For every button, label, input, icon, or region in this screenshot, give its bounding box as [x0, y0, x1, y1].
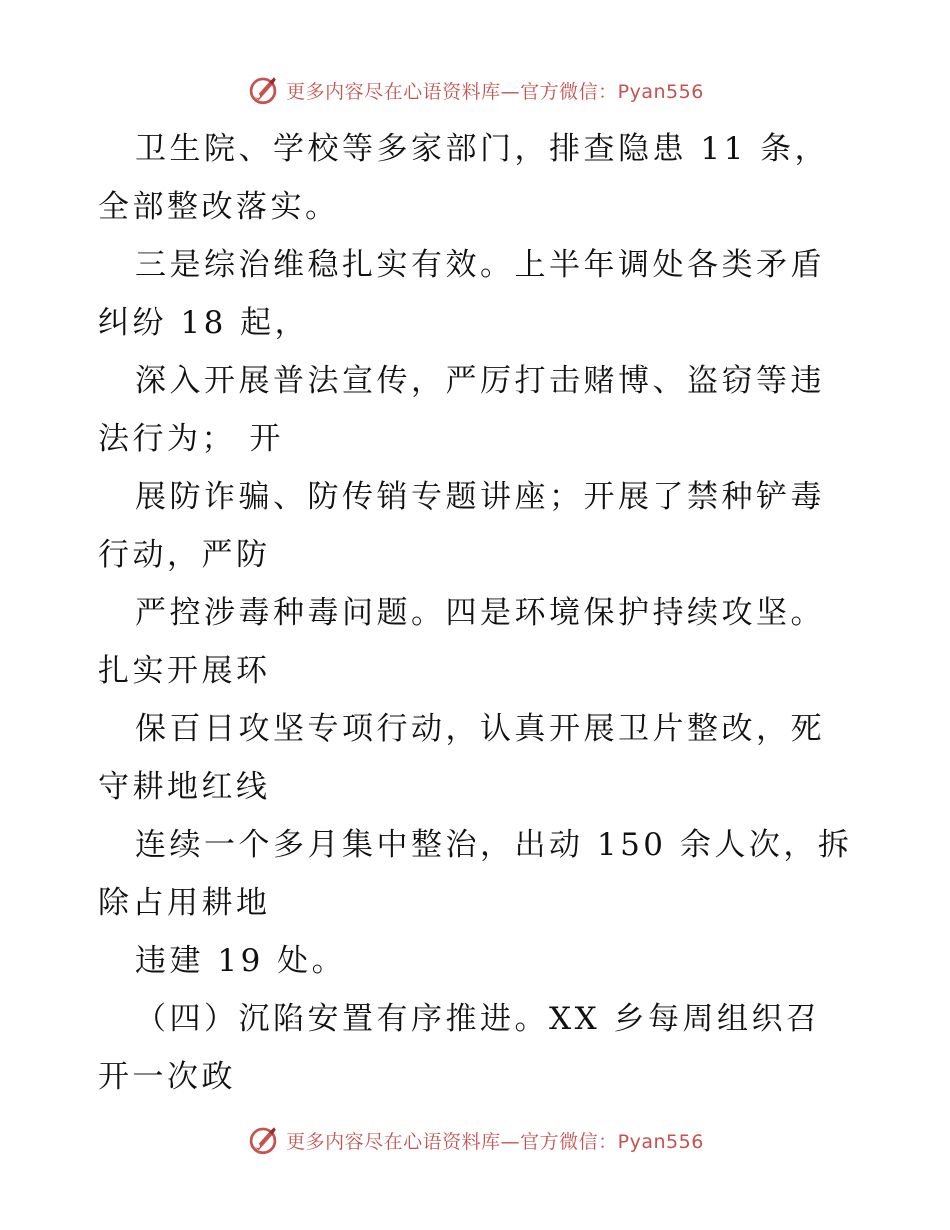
paragraph: 保百日攻坚专项行动，认真开展卫片整改，死守耕地红线	[98, 711, 825, 805]
paragraph: 连续一个多月集中整治，出动 150 余人次，拆除占用耕地	[98, 827, 853, 921]
document-body	[98, 120, 853, 1106]
watermark-text: 更多内容尽在心语资料库—官方微信：Pyan556	[286, 80, 704, 103]
paragraph: 卫生院、学校等多家部门，排查隐患 11 条，全部整改落实。	[98, 131, 830, 225]
pen-swirl-logo-icon	[246, 73, 280, 107]
paragraph: 严控涉毒种毒问题。四是环境保护持续攻坚。扎实开展环	[98, 595, 825, 689]
paragraph: 深入开展普法宣传，严厉打击赌博、盗窃等违法行为； 开	[98, 363, 825, 457]
pen-swirl-logo-icon	[246, 1123, 280, 1157]
paragraph: 违建 19 处。	[135, 943, 347, 979]
watermark-text: 更多内容尽在心语资料库—官方微信：Pyan556	[286, 1130, 704, 1153]
paragraph: 三是综治维稳扎实有效。上半年调处各类矛盾纠纷 18 起，	[98, 247, 825, 341]
paragraph: （四）沉陷安置有序推进。XX 乡每周组织召开一次政	[98, 1001, 821, 1095]
header-watermark	[0, 70, 950, 110]
paragraph: 展防诈骗、防传销专题讲座；开展了禁种铲毒行动，严防	[98, 479, 825, 573]
footer-watermark	[0, 1120, 950, 1160]
